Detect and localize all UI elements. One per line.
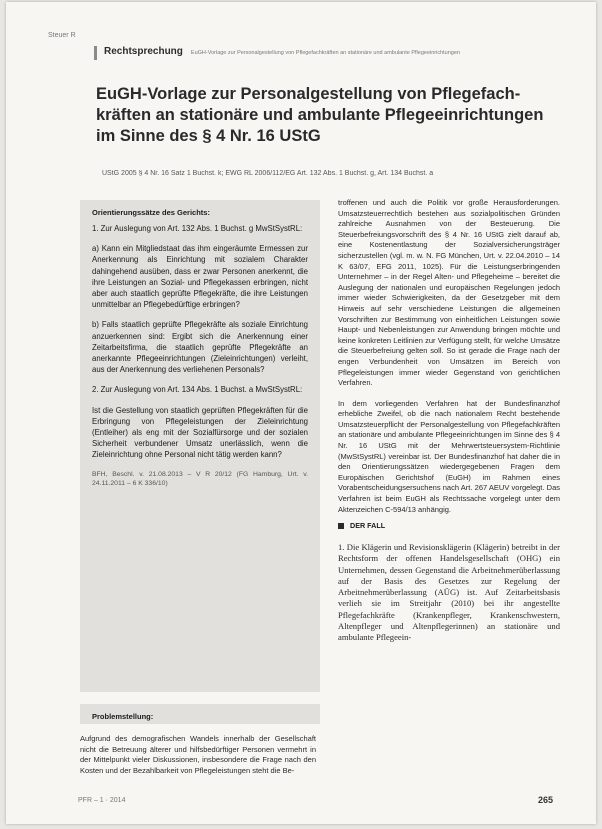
problem-box: [80, 704, 320, 724]
problem-text: Aufgrund des demografischen Wandels innerhalb der Gesellschaft nicht die Betreuung älterer und hilfsbedürftiger Personen vermehrt in der Mittelpunkt vieler Diskussionen, insbesondere die Frage nach den Kosten und der Bezahlbarkeit von Pflegeleistungen steht die Be-: [80, 734, 316, 775]
right-column: [338, 198, 560, 525]
norm-references: UStG 2005 § 4 Nr. 16 Satz 1 Buchst. k; EWG RL 2006/112/EG Art. 132 Abs. 1 Buchst. g, Art. 134 Buchst. a: [102, 170, 434, 177]
box-paragraph: 2. Zur Auslegung von Art. 134 Abs. 1 Buchst. a MwStSystRL:: [92, 385, 303, 395]
article-title: EuGH-Vorlage zur Personalgestellung von Pflegefachkräften an stationäre und ambulante Pflegeeinrichtungen im Sinne des § 4 Nr. 16 UStG: [96, 85, 544, 145]
page-number: 265: [538, 795, 554, 805]
guiding-principles-box: [80, 200, 320, 692]
fall-heading-label: DER FALL: [350, 521, 386, 530]
section-label: Steuer R: [48, 32, 76, 39]
problem-heading: Problemstellung:: [92, 712, 154, 721]
header-subtitle: EuGH-Vorlage zur Personalgestellung von Pflegefachkräften an stationäre und ambulante Pflegeeinrichtungen: [190, 50, 460, 56]
court-reference: BFH, Beschl. v. 21.08.2013 – V R 20/12 (FG Hamburg, Urt. v. 24.11.2011 – 6 K 336/10): [92, 470, 308, 488]
square-bullet-icon: [338, 523, 344, 529]
fall-section: [338, 542, 560, 654]
fall-heading: [338, 521, 385, 530]
body-paragraph: In dem vorliegenden Verfahren hat der Bundesfinanzhof erhebliche Zweifel, ob die nach nationalem Recht bestehende Umsatzsteuerpflicht der Personalgestellung von Pflegefachkräften an stationäre und ambulante Pflegeeinrichtungen im Sinne des § 4 Nr. 16 UStG mit der Mehrwertsteuersystem-Richtlinie (MwStSystRL) vereinbar ist. Der Bundesfinanzhof hat daher die in den Orientierungssätzen wiedergegebenen Fragen dem Europäischen Gerichtshof (EuGH) im Rahmen eines Vorabentscheidungsersuchens nach Art. 267 AEUV vorgelegt. Das Verfahren ist beim EuGH als Rechtssache vorgelegt unter dem Aktenzeichen C-594/13 anhängig.: [338, 398, 560, 514]
running-header: [94, 46, 574, 60]
fall-paragraph: 1. Die Klägerin und Revisionsklägerin (Klägerin) betreibt in der Rechtsform der offenen Handelsgesellschaft (OHG) ein Unternehmen, dessen Gegenstand die Arbeitnehmerüberlassung auf der Basis des Gesetzes zur Regelung der Arbeitnehmerüberlassung (AÜG) ist. Auf Zeitarbeitsbasis verlieh sie im Streitjahr (2010) bei ihr angestellte Pflegefachkräfte (Krankenpfleger, Krankenschwestern, Altenpfleger und Altenpflegerinnen) an stationäre und ambulante Pflegeein-: [338, 542, 560, 643]
box-heading: Orientierungssätze des Gerichts:: [92, 208, 210, 217]
body-paragraph: troffenen und auch die Politik vor große Herausforderungen. Umsatzsteuerrechtlich bestehen aus sozialpolitischen Gründen zahlreiche Ausnahmen von der Besteuerung. Die Steuerbefreiungsvorschrift des § 4 Nr. 16 UStG zielt darauf ab, eine Kostenentlastung der Sozialversicherungsträger sicherzustellen (vgl. m. w. N. FG München, Urt. v. 22.04.2010 – 14 K 63/07, EFG 2011, 1025). Für die Leistungserbringenden Unternehmer – in der Regel Alten- und Pflegeheime – bereitet die Auslegung der nationalen und europäischen Regelungen jedoch immer wieder Schwierigkeiten, da der Gesetzgeber mit dem Hinweis auf sehr verschiedene Leistungen die allgemeinen Vorschriften zur Bestimmung von einheitlichen Leistungen sowie Haupt- und Nebenleistungen zur Anwendung bringen möchte und keine konkreten Leitlinien zur Verfügung stellt, für welche Umsätze die Steuerbefreiung gelten soll. So ist gerade die Frage nach der engen Verbundenheit von Umsätzen im Bereich von Pflegeleistungen immer wieder Gegenstand von gerichtlichen Verfahren.: [338, 198, 560, 388]
box-paragraph: 1. Zur Auslegung von Art. 132 Abs. 1 Buchst. g MwStSystRL:: [92, 224, 303, 233]
box-paragraph: a) Kann ein Mitgliedstaat das ihm eingeräumte Ermessen zur Anerkennung als Einrichtung mit sozialem Charakter dahingehend ausüben, dass er zwar Personen anerkennt, die ihre Leistungen an Sozial- und Pflegekassen erbringen, nicht aber auch staatlich geprüfte Pflegekräfte, die ihre Leistungen unmittelbar an Pflegebedürftige erbringen?: [92, 244, 308, 310]
rubric-label: Rechtsprechung: [104, 46, 183, 57]
box-paragraph: Ist die Gestellung von staatlich geprüften Pflegekräften für die Erbringung von Pflegeleistungen der Zieleinrichtung (Entleiher) als eng mit der Sozialfürsorge und der sozialen Sicherheit verbundener Umsatz unerlässlich, wenn die Zieleinrichtung ohne Personal nicht tätig werden kann?: [92, 405, 308, 460]
document-page: [6, 2, 596, 824]
footer-journal: PFR – 1 · 2014: [78, 797, 126, 804]
box-paragraph: b) Falls staatlich geprüfte Pflegekräfte als soziale Einrichtung anzuerkennen sind: Ergibt sich die Anerkennung einer Zeitarbeitsfirma, die staatlich geprüfte Pflegekräfte an anerkannte Pflegeeinrichtungen (Zieleinrichtungen) verleiht, aus der Anerkennung des verliehenen Personals?: [92, 320, 308, 375]
